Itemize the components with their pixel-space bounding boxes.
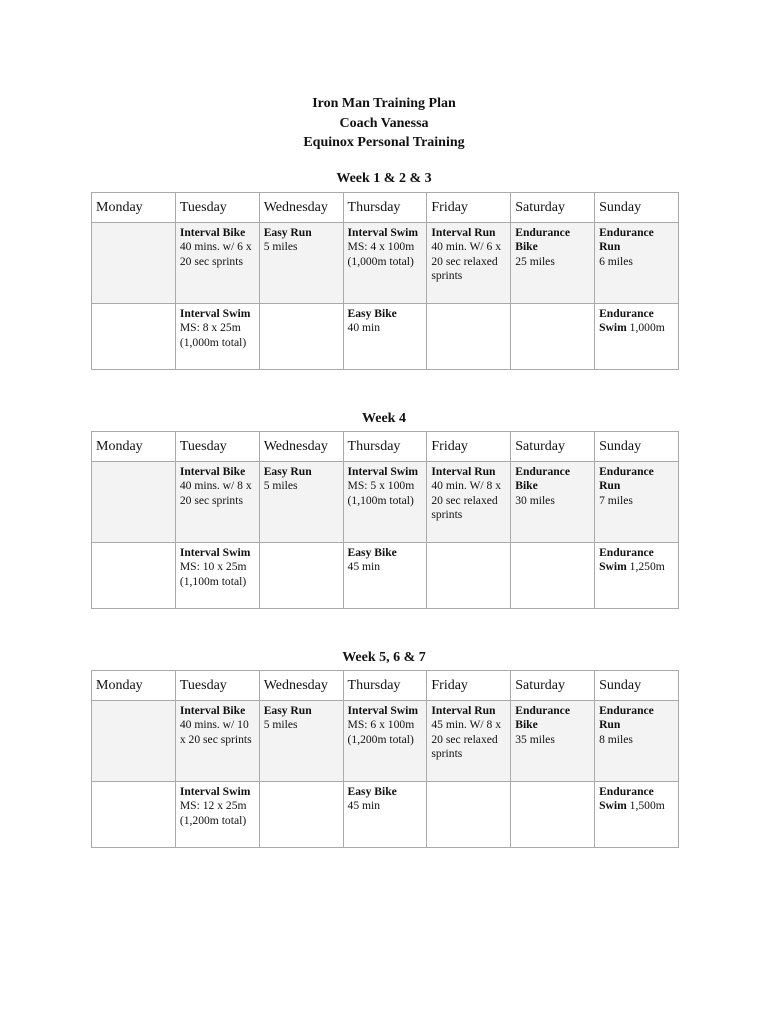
day-header: Tuesday	[175, 671, 259, 701]
workout-detail: 45 min. W/ 8 x 20 sec relaxed sprints	[431, 718, 502, 760]
workout-name: Interval Swim	[347, 704, 419, 717]
workout-detail: MS: 5 x 100m (1,100m total)	[347, 479, 415, 507]
workout-cell	[427, 701, 511, 782]
workout-cell	[259, 462, 343, 543]
day-header-row	[92, 671, 679, 701]
workout-cell	[259, 701, 343, 782]
workout-name: Easy Run	[263, 704, 312, 717]
day-header: Friday	[427, 671, 511, 701]
workout-cell	[595, 462, 679, 543]
workout-cell	[175, 223, 259, 304]
workout-cell	[259, 304, 343, 370]
workout-detail: MS: 4 x 100m (1,000m total)	[347, 240, 415, 268]
workout-cell	[595, 782, 679, 848]
day-header: Sunday	[595, 671, 679, 701]
workout-cell	[175, 543, 259, 609]
workout-name: Interval Swim	[347, 226, 419, 239]
workout-detail: 5 miles	[263, 240, 298, 254]
workout-detail: 45 min	[347, 799, 381, 813]
day-header: Tuesday	[175, 193, 259, 223]
day-header: Saturday	[511, 193, 595, 223]
workout-name: Endurance Swim	[599, 546, 654, 574]
week-schedule-table	[91, 192, 679, 370]
day-header: Wednesday	[259, 671, 343, 701]
workout-cell	[175, 782, 259, 848]
workout-cell	[343, 782, 427, 848]
workout-detail: MS: 12 x 25m (1,200m total)	[179, 799, 247, 827]
day-header: Monday	[92, 671, 176, 701]
workout-detail: MS: 8 x 25m (1,000m total)	[179, 321, 247, 349]
workout-name: Easy Bike	[347, 307, 397, 320]
workout-cell	[343, 543, 427, 609]
workout-detail: 40 min	[347, 321, 381, 335]
day-header: Thursday	[343, 671, 427, 701]
workout-detail: 1,000m	[626, 321, 665, 335]
week-schedule-table	[91, 670, 679, 848]
workout-cell	[511, 782, 595, 848]
table-row	[92, 462, 679, 543]
workout-cell	[343, 304, 427, 370]
workout-detail: MS: 10 x 25m (1,100m total)	[179, 560, 247, 588]
table-row	[92, 543, 679, 609]
day-header: Monday	[92, 432, 176, 462]
organization-name: Equinox Personal Training	[303, 135, 465, 150]
workout-cell	[175, 462, 259, 543]
workout-detail: 45 min	[347, 560, 381, 574]
document-header	[0, 94, 768, 153]
workout-cell	[427, 223, 511, 304]
day-header: Friday	[427, 432, 511, 462]
workout-cell	[259, 223, 343, 304]
workout-cell	[92, 304, 176, 370]
workout-cell	[595, 701, 679, 782]
workout-name: Easy Run	[263, 465, 312, 478]
workout-name: Interval Run	[431, 226, 496, 239]
workout-name: Endurance Bike	[515, 465, 570, 493]
table-row	[92, 782, 679, 848]
week-title: Week 4	[362, 411, 406, 426]
day-header: Thursday	[343, 193, 427, 223]
workout-cell	[92, 701, 176, 782]
day-header: Wednesday	[259, 432, 343, 462]
workout-name: Interval Bike	[179, 226, 246, 239]
workout-detail: 5 miles	[263, 718, 298, 732]
workout-name: Interval Swim	[179, 307, 251, 320]
workout-name: Endurance Run	[599, 465, 654, 493]
workout-name: Interval Swim	[179, 785, 251, 798]
table-row	[92, 304, 679, 370]
workout-cell	[511, 223, 595, 304]
workout-cell	[259, 782, 343, 848]
workout-name: Interval Swim	[179, 546, 251, 559]
workout-detail: 40 min. W/ 8 x 20 sec relaxed sprints	[431, 479, 502, 521]
day-header: Friday	[427, 193, 511, 223]
workout-name: Interval Run	[431, 704, 496, 717]
workout-cell	[595, 223, 679, 304]
workout-name: Endurance Run	[599, 226, 654, 254]
coach-name: Coach Vanessa	[339, 115, 429, 131]
workout-detail: 25 miles	[515, 254, 555, 268]
workout-cell	[343, 223, 427, 304]
workout-name: Interval Run	[431, 465, 496, 478]
workout-name: Endurance Bike	[515, 704, 570, 732]
day-header: Tuesday	[175, 432, 259, 462]
day-header: Sunday	[595, 432, 679, 462]
workout-cell	[175, 701, 259, 782]
workout-cell	[427, 462, 511, 543]
workout-detail: 6 miles	[599, 254, 633, 268]
workout-cell	[511, 304, 595, 370]
workout-name: Easy Bike	[347, 546, 397, 559]
workout-detail: 40 mins. w/ 8 x 20 sec sprints	[179, 479, 252, 507]
workout-cell	[595, 543, 679, 609]
day-header-row	[92, 432, 679, 462]
day-header: Saturday	[511, 432, 595, 462]
workout-detail: 1,500m	[626, 799, 665, 813]
workout-name: Endurance Run	[599, 704, 654, 732]
week-title: Week 1 & 2 & 3	[336, 171, 432, 186]
workout-detail: 35 miles	[515, 732, 555, 746]
document-title: Iron Man Training Plan	[312, 96, 456, 111]
workout-cell	[175, 304, 259, 370]
workout-cell	[511, 701, 595, 782]
workout-detail: MS: 6 x 100m (1,200m total)	[347, 718, 415, 746]
workout-cell	[427, 304, 511, 370]
workout-detail: 1,250m	[626, 560, 665, 574]
day-header: Monday	[92, 193, 176, 223]
workout-cell	[511, 462, 595, 543]
table-row	[92, 701, 679, 782]
workout-detail: 30 miles	[515, 493, 555, 507]
workout-detail: 40 mins. w/ 10 x 20 sec sprints	[179, 718, 252, 746]
workout-name: Easy Bike	[347, 785, 397, 798]
workout-name: Easy Run	[263, 226, 312, 239]
week-schedule-table	[91, 431, 679, 609]
workout-detail: 8 miles	[599, 732, 633, 746]
workout-detail: 7 miles	[599, 493, 633, 507]
day-header: Thursday	[343, 432, 427, 462]
workout-name: Interval Swim	[347, 465, 419, 478]
workout-cell	[343, 701, 427, 782]
workout-cell	[259, 543, 343, 609]
workout-name: Endurance Swim	[599, 307, 654, 335]
workout-cell	[595, 304, 679, 370]
workout-cell	[92, 462, 176, 543]
workout-detail: 40 mins. w/ 6 x 20 sec sprints	[179, 240, 252, 268]
day-header: Saturday	[511, 671, 595, 701]
workout-cell	[92, 543, 176, 609]
workout-detail: 40 min. W/ 6 x 20 sec relaxed sprints	[431, 240, 502, 282]
workout-detail: 5 miles	[263, 479, 298, 493]
workout-cell	[427, 782, 511, 848]
workout-name: Interval Bike	[179, 465, 246, 478]
table-row	[92, 223, 679, 304]
day-header: Wednesday	[259, 193, 343, 223]
workout-name: Endurance Swim	[599, 785, 654, 813]
workout-name: Interval Bike	[179, 704, 246, 717]
workout-cell	[92, 223, 176, 304]
week-title: Week 5, 6 & 7	[342, 650, 426, 665]
workout-cell	[511, 543, 595, 609]
workout-cell	[343, 462, 427, 543]
day-header-row	[92, 193, 679, 223]
workout-cell	[427, 543, 511, 609]
workout-cell	[92, 782, 176, 848]
workout-name: Endurance Bike	[515, 226, 570, 254]
day-header: Sunday	[595, 193, 679, 223]
